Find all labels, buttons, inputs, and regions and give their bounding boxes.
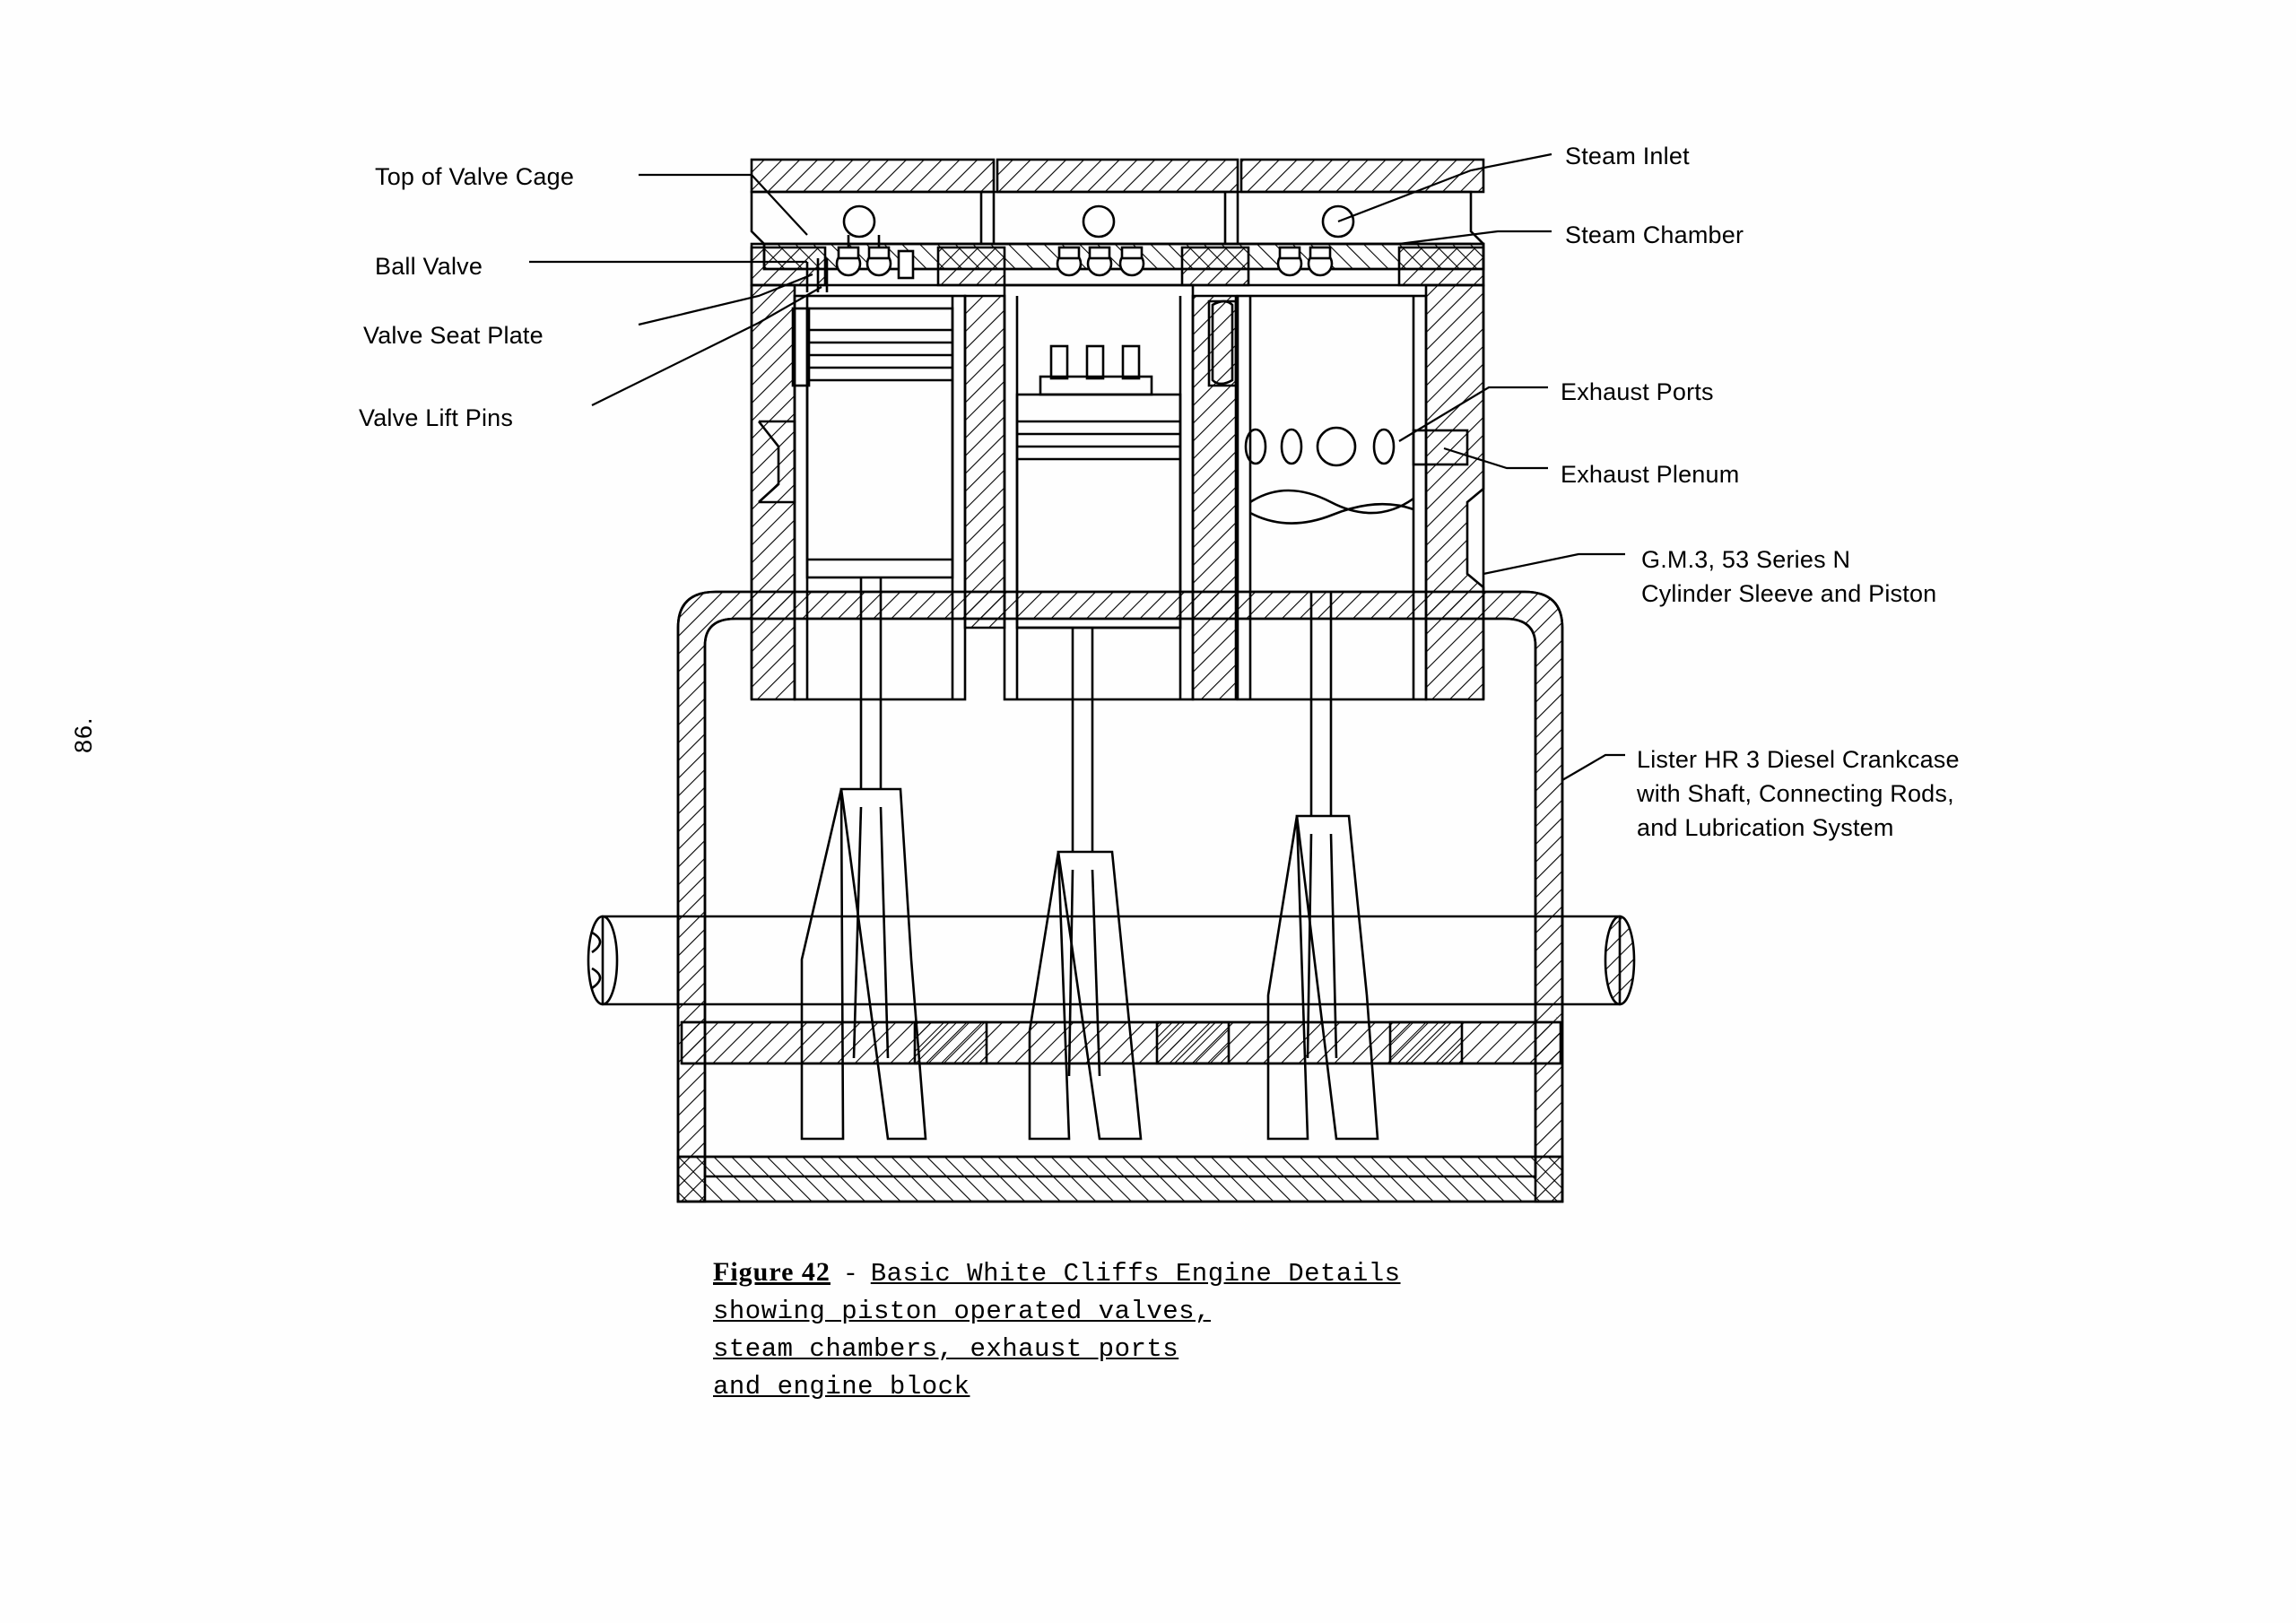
label-lister-crankcase: Lister HR 3 Diesel Crankcase with Shaft, Connecting Rods, and Lubrication System xyxy=(1637,746,1960,841)
caption-line-4: and engine block xyxy=(713,1372,970,1402)
page-number: 86. xyxy=(70,716,97,753)
label-valve-lift-pins: Valve Lift Pins xyxy=(359,404,514,431)
label-exhaust-plenum: Exhaust Plenum xyxy=(1561,461,1740,488)
caption-dash: - xyxy=(846,1257,856,1287)
ball-valve-group-2 xyxy=(1057,247,1144,275)
caption-line-3: steam chambers, exhaust ports xyxy=(713,1334,1179,1364)
figure-caption xyxy=(713,1254,1700,1406)
label-cylinder-sleeve-piston: G.M.3, 53 Series N Cylinder Sleeve and Piston xyxy=(1641,546,1937,607)
figure-number: Figure 42 xyxy=(713,1257,831,1287)
steam-chamber-body xyxy=(752,192,1483,269)
label-top-of-valve-cage: Top of Valve Cage xyxy=(375,163,575,190)
top-cover-plate xyxy=(752,160,1483,192)
ball-valve-group-1 xyxy=(837,235,913,278)
cylinder-3 xyxy=(1193,296,1426,816)
label-ball-valve: Ball Valve xyxy=(375,253,483,280)
label-valve-seat-plate: Valve Seat Plate xyxy=(363,322,544,349)
caption-line-2: showing piston operated valves, xyxy=(713,1297,1211,1326)
caption-line-1: Basic White Cliffs Engine Details xyxy=(870,1259,1401,1289)
crankshaft xyxy=(588,916,1634,1004)
connecting-rods xyxy=(802,789,1378,1139)
label-steam-chamber: Steam Chamber xyxy=(1565,221,1744,248)
crankcase-deck xyxy=(682,1022,1561,1063)
label-exhaust-ports: Exhaust Ports xyxy=(1561,378,1714,405)
label-steam-inlet: Steam Inlet xyxy=(1565,143,1690,169)
cylinder-2 xyxy=(965,285,1193,852)
